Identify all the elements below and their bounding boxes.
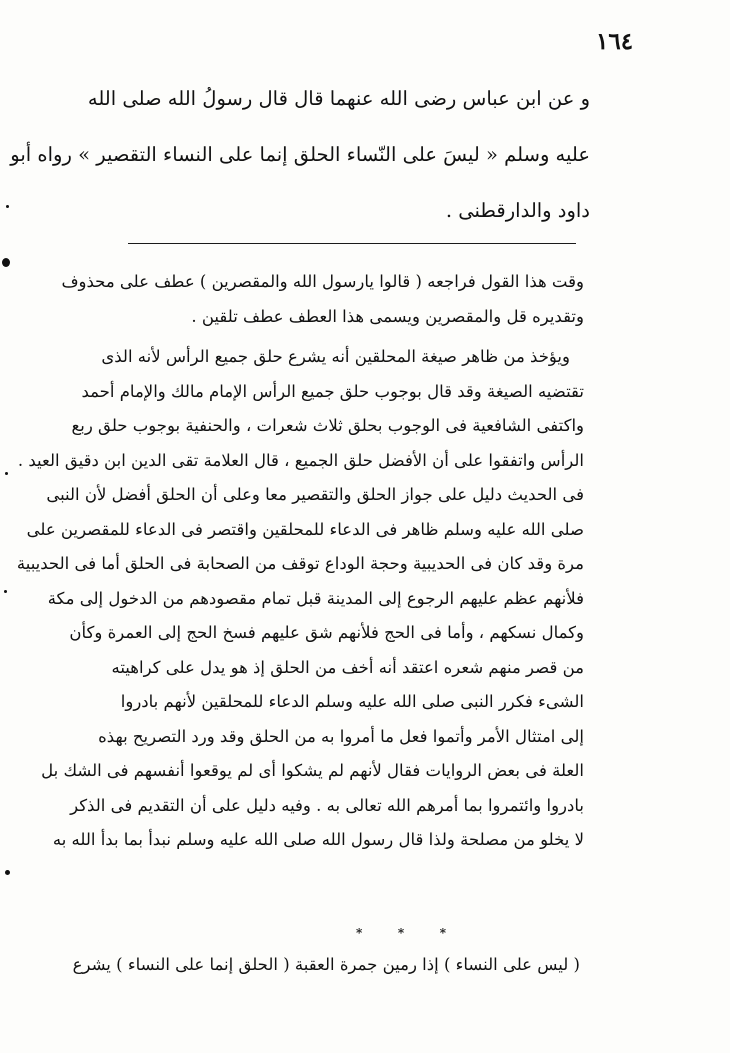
footnote-line: ( ليس على النساء ) إذا رمين جمرة العقبة ( الحلق إنما على النساء ) يشرع — [72, 955, 580, 974]
scan-ink-mark — [4, 590, 7, 593]
commentary-line: إلى امتثال الأمر وأتموا فعل ما أمروا به من الحلق وقد ورد التصريح بهذه — [98, 726, 584, 746]
scan-ink-mark — [5, 472, 8, 475]
commentary-line: من قصر منهم شعره اعتقد أنه أخف من الحلق إذ هو يدل على كراهيته — [111, 657, 584, 677]
hadith-line: و عن ابن عباس رضى الله عنهما قال قال رسولُ الله صلى الله — [87, 87, 590, 110]
hadith-line: داود والدارقطنى . — [445, 199, 590, 222]
page-number: ١٦٤ — [596, 28, 634, 55]
hadith-line: عليه وسلم « ليسَ على النّساء الحلق إنما على النساء التقصير » رواه أبو — [10, 143, 590, 166]
commentary-text — [16, 265, 584, 858]
commentary-line: بادروا وائتمروا بما أمرهم الله تعالى به . وفيه دليل على أن التقديم فى الذكر — [70, 795, 584, 815]
commentary-line: الرأس واتفقوا على أن الأفضل حلق الجميع ، قال العلامة تقى الدين ابن دقيق العيد . — [17, 450, 584, 470]
star-separator — [356, 926, 446, 940]
star-mark: * — [356, 926, 363, 940]
commentary-line: واكتفى الشافعية فى الوجوب بحلق ثلاث شعرات ، والحنفية بوجوب حلق ربع — [71, 416, 584, 435]
commentary-line: الشىء فكرر النبى صلى الله عليه وسلم الدعاء للمحلقين لأنهم بادروا — [120, 692, 584, 711]
commentary-line: وقت هذا القول فراجعه ( قالوا يارسول الله والمقصرين ) عطف على محذوف — [61, 272, 584, 291]
star-mark: * — [439, 926, 446, 940]
star-mark: * — [397, 926, 405, 940]
scan-ink-mark — [6, 205, 9, 208]
section-divider — [128, 243, 576, 244]
commentary-line: صلى الله عليه وسلم ظاهر فى الدعاء للمحلقين واقتصر فى الدعاء للمقصرين على — [26, 519, 584, 539]
commentary-line: وكمال نسكهم ، وأما فى الحج فلأنهم شق عليهم فسخ الحج إلى العمرة وكأن — [69, 623, 584, 642]
scan-ink-mark — [2, 258, 10, 267]
scan-ink-mark — [5, 870, 10, 875]
commentary-line: وتقديره قل والمقصرين ويسمى هذا العطف عطف تلقين . — [191, 306, 584, 326]
commentary-line: فلأنهم عظم عليهم الرجوع إلى المدينة قبل تمام مقصودهم من الدخول إلى مكة — [47, 588, 584, 608]
commentary-line: ويؤخذ من ظاهر صيغة المحلقين أنه يشرع حلق جميع الرأس لأنه الذى — [101, 347, 570, 366]
commentary-line: لا يخلو من مصلحة ولذا قال رسول الله صلى الله عليه وسلم نبدأ بما بدأ الله به — [52, 830, 584, 849]
commentary-line: العلة فى بعض الروايات فقال لأنهم لم يشكوا أى لم يوقعوا أنفسهم فى الشك بل — [41, 761, 584, 780]
commentary-line: فى الحديث دليل على جواز الحلق والتقصير معا وعلى أن الحلق أفضل لأن النبى — [46, 485, 584, 504]
commentary-line: تقتضيه الصيغة وقد قال بوجوب حلق جميع الرأس الإمام مالك والإمام أحمد — [81, 381, 584, 401]
commentary-line: مرة وقد كان فى الحديبية وحجة الوداع توقف من الصحابة فى الحلق أما فى الحديبية — [16, 554, 584, 573]
hadith-text — [10, 84, 590, 252]
